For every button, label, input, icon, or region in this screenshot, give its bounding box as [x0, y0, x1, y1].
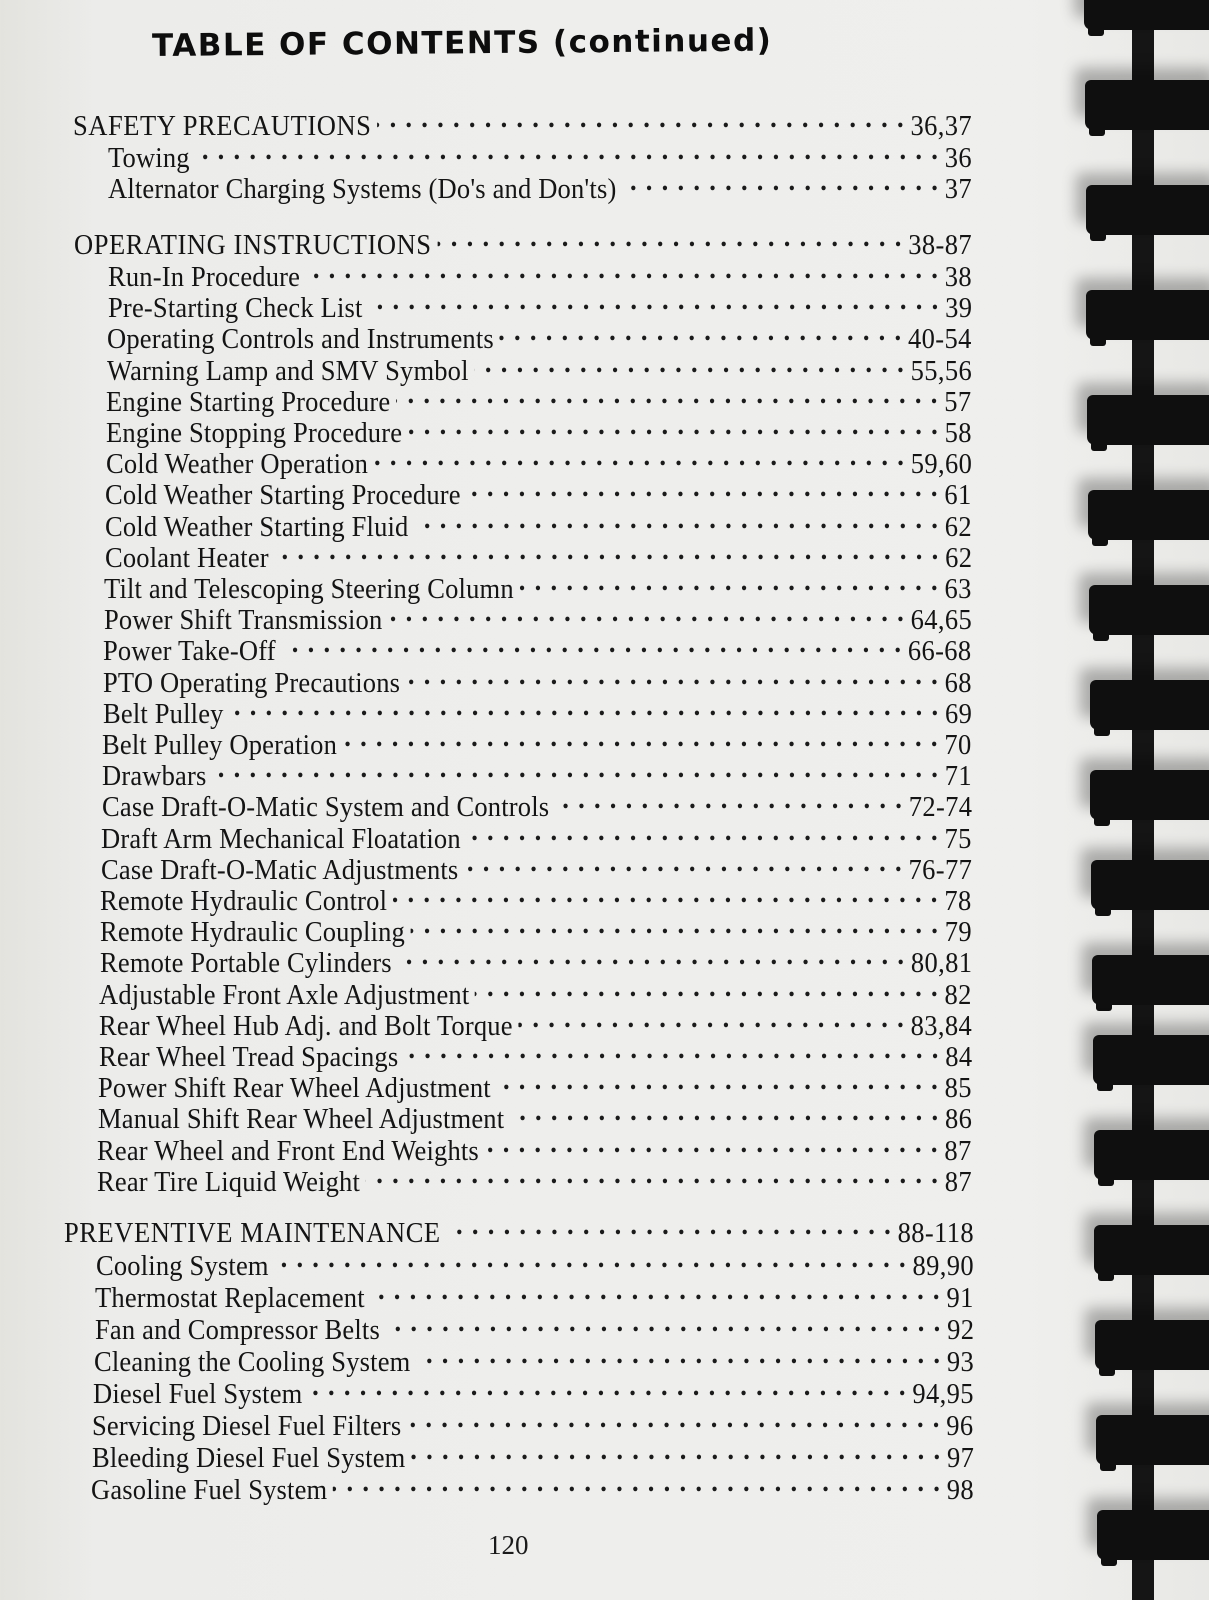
toc-section-header	[64, 1210, 974, 1249]
entry-label: Cooling System	[96, 1251, 269, 1282]
toc-entry	[104, 504, 972, 543]
dot-leader	[274, 535, 939, 567]
toc-entry	[92, 1403, 974, 1442]
dot-leader	[485, 1128, 939, 1160]
entry-label: Rear Wheel Hub Adj. and Bolt Torque	[98, 1010, 513, 1042]
entry-label: Belt Pulley Operation	[102, 730, 338, 761]
toc-entry	[98, 1003, 972, 1042]
toc-entry	[106, 410, 972, 449]
entry-label: Draft Arm Mechanical Floatation	[101, 823, 461, 855]
toc-entry	[98, 1034, 972, 1073]
page-reference: 71	[944, 761, 972, 793]
dot-leader	[371, 1275, 941, 1307]
page-reference: 40-54	[908, 324, 972, 356]
page-reference: 93	[946, 1347, 974, 1378]
entry-label: Pre-Starting Check List	[107, 293, 363, 325]
entry-label: Rear Tire Liquid Weight	[97, 1166, 361, 1198]
dot-leader	[464, 847, 903, 879]
page-reference: 55,56	[910, 355, 972, 387]
dot-leader	[437, 222, 903, 254]
dot-leader	[467, 472, 939, 504]
binding-ring	[1094, 1130, 1209, 1180]
toc-entry	[99, 972, 972, 1011]
binding-ring	[1095, 1320, 1209, 1370]
entry-label: Power Take-Off	[103, 636, 277, 668]
page-reference: 85	[944, 1073, 972, 1105]
dot-leader	[396, 379, 939, 411]
toc-entry	[97, 1159, 972, 1198]
toc-entry	[101, 753, 972, 793]
toc-entry	[91, 1435, 974, 1474]
page-reference: 97	[946, 1443, 974, 1474]
page-reference: 75	[944, 823, 972, 855]
page-reference: 84	[944, 1042, 972, 1073]
entry-label: Engine Stopping Procedure	[106, 418, 403, 449]
dot-leader	[520, 566, 940, 598]
page-reference: 58	[944, 418, 972, 449]
binding-ring	[1097, 1510, 1209, 1560]
dot-leader	[510, 1096, 940, 1128]
toc-entry	[104, 566, 972, 605]
entry-label: Gasoline Fuel System	[91, 1475, 328, 1506]
entry-label: Remote Portable Cylinders	[99, 948, 392, 980]
page-reference: 96	[946, 1411, 974, 1442]
toc-entry	[104, 535, 972, 574]
entry-label: PTO Operating Precautions	[103, 667, 401, 699]
toc-entry	[91, 1467, 974, 1506]
dot-leader	[518, 1003, 905, 1035]
entry-label: Engine Starting Procedure	[106, 386, 391, 418]
entry-label: Towing	[108, 143, 190, 174]
binding-ring	[1094, 1225, 1209, 1275]
toc-entry	[108, 166, 972, 205]
toc-entry	[107, 285, 972, 325]
toc-entry	[97, 1096, 972, 1136]
section-heading: OPERATING INSTRUCTIONS	[74, 230, 432, 261]
binding-ring	[1090, 680, 1209, 730]
page-reference: 76-77	[908, 854, 972, 886]
dot-leader	[333, 1467, 941, 1499]
dot-leader	[274, 1243, 907, 1275]
page-reference: 59,60	[910, 449, 972, 481]
entry-label: Cold Weather Operation	[105, 449, 368, 481]
dot-leader	[467, 816, 940, 848]
toc-section-header	[74, 222, 972, 261]
binding-ring	[1085, 80, 1209, 130]
page-reference: 62	[944, 511, 972, 543]
entry-label: Alternator Charging Systems (Do's and Don'ts)	[108, 173, 617, 205]
binding-ring	[1087, 395, 1209, 445]
dot-leader	[393, 878, 939, 910]
dot-leader	[282, 628, 903, 660]
toc-entry	[100, 909, 972, 949]
dot-leader	[343, 722, 939, 754]
page-reference: 62	[944, 542, 972, 574]
toc-entry	[100, 878, 972, 917]
toc-section-header	[73, 103, 972, 142]
page-reference: 87	[944, 1166, 972, 1198]
page-reference: 63	[944, 574, 972, 605]
dot-leader	[554, 784, 902, 816]
dot-leader	[373, 441, 905, 473]
page-reference: 82	[944, 979, 972, 1011]
entry-label: Drawbars	[101, 761, 207, 793]
dot-leader	[416, 1339, 941, 1371]
page-reference: 69	[944, 698, 972, 730]
dot-leader	[397, 940, 905, 972]
dot-leader	[414, 504, 939, 536]
page-reference: 70	[944, 730, 972, 761]
page-reference: 83,84	[910, 1010, 972, 1042]
binding-ring	[1090, 770, 1209, 820]
toc-entry	[107, 316, 972, 356]
dot-leader	[407, 1403, 941, 1435]
entry-label: Coolant Heater	[104, 542, 269, 574]
entry-label: Operating Controls and Instruments	[107, 324, 495, 356]
page-reference: 57	[944, 386, 972, 418]
page-reference: 61	[944, 480, 972, 512]
dot-leader	[306, 254, 939, 286]
toc-entry	[96, 1243, 974, 1282]
page-reference: 68	[944, 667, 972, 699]
binding-ring	[1092, 955, 1209, 1005]
toc-entry	[99, 940, 972, 980]
toc-entry	[108, 254, 972, 293]
entry-label: Case Draft-O-Matic Adjustments	[100, 854, 459, 886]
entry-label: Case Draft-O-Matic System and Controls	[101, 792, 549, 824]
binding-ring	[1086, 185, 1209, 235]
page-number: 120	[488, 1530, 529, 1560]
toc-entry	[98, 1065, 972, 1105]
dot-leader	[475, 972, 939, 1004]
page-reference: 37	[944, 173, 972, 205]
toc-entry	[93, 1371, 974, 1410]
page-reference: 94,95	[912, 1379, 974, 1410]
entry-label: Cold Weather Starting Procedure	[105, 480, 462, 512]
entry-label: Cleaning the Cooling System	[93, 1347, 411, 1378]
dot-leader	[308, 1371, 907, 1403]
dot-leader	[368, 285, 939, 317]
page-reference: 79	[944, 917, 972, 949]
toc-entry	[103, 628, 972, 668]
entry-label: Warning Lamp and SMV Symbol	[106, 355, 469, 387]
dot-leader	[229, 691, 939, 723]
entry-label: Run-In Procedure	[108, 262, 301, 293]
dot-leader	[622, 166, 939, 198]
toc-entry	[103, 660, 972, 699]
binding-ring	[1088, 490, 1209, 540]
page-reference: 72-74	[908, 792, 972, 824]
dot-leader	[377, 103, 905, 135]
toc-entry	[101, 784, 972, 824]
entry-label: Rear Wheel and Front End Weights	[97, 1135, 480, 1167]
entry-label: Cold Weather Starting Fluid	[104, 511, 409, 543]
toc-entry	[93, 1339, 974, 1378]
page-reference: 78	[944, 886, 972, 917]
entry-label: Adjustable Front Axle Adjustment	[99, 979, 470, 1011]
binding-ring	[1096, 1415, 1209, 1465]
toc-entry	[106, 379, 972, 418]
page-reference: 80,81	[910, 948, 972, 980]
page-reference: 64,65	[910, 605, 972, 637]
toc-entry	[105, 472, 972, 512]
binding-ring	[1091, 860, 1209, 910]
entry-label: Belt Pulley	[102, 698, 224, 730]
page-reference: 86	[944, 1104, 972, 1136]
binding-ring	[1086, 290, 1209, 340]
dot-leader	[408, 410, 939, 442]
entry-label: Tilt and Telescoping Steering Column	[104, 574, 514, 605]
toc-entry	[102, 722, 972, 761]
page-reference: 38-87	[908, 230, 972, 261]
toc-entry	[105, 441, 972, 481]
entry-label: Servicing Diesel Fuel Filters	[92, 1411, 402, 1442]
dot-leader	[403, 1034, 939, 1066]
dot-leader	[474, 348, 905, 380]
page-reference: 88-118	[897, 1218, 974, 1249]
page-reference: 38	[944, 262, 972, 293]
page-reference: 36	[944, 143, 972, 174]
page-reference: 39	[944, 293, 972, 325]
dot-leader	[500, 316, 903, 348]
toc-entry	[100, 847, 972, 886]
entry-label: Fan and Compressor Belts	[94, 1315, 380, 1346]
section-heading: SAFETY PRECAUTIONS	[73, 111, 372, 142]
toc-entry	[108, 135, 972, 174]
entry-label: Power Shift Transmission	[103, 605, 383, 637]
dot-leader	[411, 909, 940, 941]
dot-leader	[497, 1065, 940, 1097]
section-heading: PREVENTIVE MAINTENANCE	[64, 1218, 441, 1249]
dot-leader	[406, 660, 939, 692]
page-reference: 89,90	[912, 1251, 974, 1282]
dot-leader	[195, 135, 939, 167]
toc-entry	[103, 597, 972, 637]
page-reference: 91	[946, 1283, 974, 1314]
page-title: TABLE OF CONTENTS (continued)	[151, 22, 773, 64]
entry-label: Power Shift Rear Wheel Adjustment	[98, 1073, 491, 1105]
binding-ring	[1089, 585, 1209, 635]
entry-label: Thermostat Replacement	[95, 1283, 366, 1314]
page-reference: 66-68	[908, 636, 972, 668]
page-reference: 36,37	[910, 111, 972, 142]
page-reference: 92	[946, 1315, 974, 1346]
dot-leader	[446, 1210, 892, 1242]
toc-entry	[95, 1275, 974, 1314]
page-reference: 87	[944, 1135, 972, 1167]
toc-entry	[102, 691, 972, 730]
dot-leader	[411, 1435, 941, 1467]
entry-label: Diesel Fuel System	[93, 1379, 303, 1410]
binding-ring	[1084, 0, 1209, 30]
entry-label: Rear Wheel Tread Spacings	[98, 1042, 398, 1073]
toc-entry	[106, 348, 972, 387]
page-reference: 98	[946, 1475, 974, 1506]
toc-entry	[97, 1128, 972, 1167]
entry-label: Remote Hydraulic Control	[100, 886, 388, 917]
dot-leader	[212, 753, 939, 785]
dot-leader	[388, 597, 905, 629]
entry-label: Remote Hydraulic Coupling	[100, 917, 406, 949]
entry-label: Bleeding Diesel Fuel System	[91, 1443, 406, 1474]
binding-ring	[1093, 1035, 1209, 1085]
dot-leader	[385, 1307, 941, 1339]
toc-entry	[101, 816, 972, 855]
dot-leader	[366, 1159, 940, 1191]
entry-label: Manual Shift Rear Wheel Adjustment	[97, 1104, 505, 1136]
toc-entry	[94, 1307, 974, 1346]
